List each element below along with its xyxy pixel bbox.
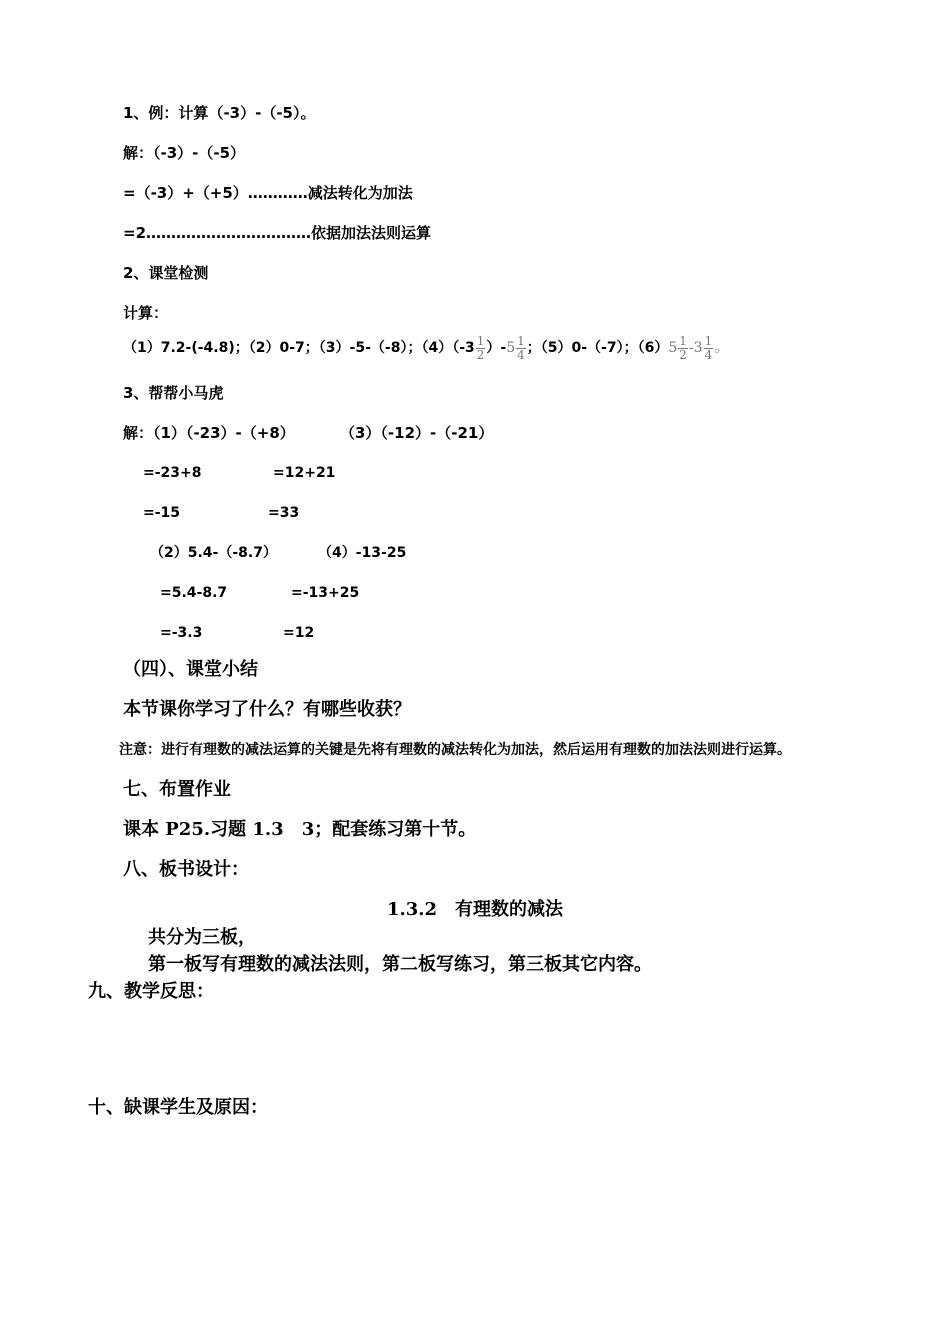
section-reflection: 九、教学反思： xyxy=(88,981,214,1002)
section-absent-students: 十、缺课学生及原因： xyxy=(88,1097,268,1118)
solution-4-step-2: =12 xyxy=(283,625,315,641)
calc-part-1: （1）7.2-(-4.8)；（2）0-7；（3）-5-（-8）；（4）（-3 xyxy=(123,340,475,356)
solution-1-step-1: =-23+8 xyxy=(143,465,202,481)
board-line-2: 第一板写有理数的减法法则，第二板写练习，第三板其它内容。 xyxy=(148,954,652,975)
solution-3-heading: （3）（-12）-（-21） xyxy=(340,424,494,442)
solution-3-step-2: =33 xyxy=(268,505,300,521)
calc-heading: 计算： xyxy=(123,304,169,322)
example-title: 1、例：计算（-3）-（-5）。 xyxy=(123,104,316,122)
section-homework: 七、布置作业 xyxy=(123,779,231,800)
summary-question: 本节课你学习了什么？有哪些收获？ xyxy=(123,699,411,720)
fraction-1: $\frac{1}{2}$ xyxy=(476,333,485,362)
step-1: =（-3）+（+5）…………减法转化为加法 xyxy=(123,184,413,202)
solution-1-3-heading: 解：（1）（-23）-（+8） xyxy=(123,424,295,442)
fraction-4: $\frac{1}{4}$ xyxy=(704,333,713,362)
note-text: 注意：进行有理数的减法运算的关键是先将有理数的减法转化为加法，然后运用有理数的加法法则进行运算。 xyxy=(119,742,791,758)
section-classroom-test: 2、课堂检测 xyxy=(123,264,209,282)
solution-line: 解：（-3）-（-5） xyxy=(123,144,246,162)
solution-2-heading: （2）5.4-（-8.7） xyxy=(150,545,277,561)
calc-part-2: ）- xyxy=(486,340,507,356)
calc-part-3: ；（5）0-（-7）；（6） xyxy=(526,340,669,356)
section-summary: （四）、课堂小结 xyxy=(123,659,258,680)
solution-1-step-2: =-15 xyxy=(143,505,181,521)
step-2: =2……………………………依据加法法则运算 xyxy=(123,224,432,242)
board-line-1: 共分为三板， xyxy=(148,927,256,948)
section-board-design: 八、板书设计： xyxy=(123,859,249,880)
section-help: 3、帮帮小马虎 xyxy=(123,384,224,402)
solution-4-heading: （4）-13-25 xyxy=(318,545,407,561)
fraction-2: $\frac{1}{4}$ xyxy=(517,333,525,362)
fraction-3: $\frac{1}{2}$ xyxy=(679,333,687,362)
calc-exercises: （1）7.2-(-4.8)；（2）0-7；（3）-5-（-8）；（4）（-3 $\frac{1}{2}$ ）-5 $\frac{1}{4}$ ；（5）0-（-7）；（6）5 $\frac{1}{2}$ -3 $\frac{1}{4}$ 。 xyxy=(123,333,729,362)
solution-4-step-1: =-13+25 xyxy=(291,585,360,601)
solution-2-step-1: =5.4-8.7 xyxy=(160,585,228,601)
homework-text: 课本 P25.习题 1.3 3；配套练习第十节。 xyxy=(123,819,477,840)
solution-2-step-2: =-3.3 xyxy=(160,625,203,641)
board-title: 1.3.2 有理数的减法 xyxy=(386,899,564,920)
solution-3-step-1: =12+21 xyxy=(273,465,336,481)
